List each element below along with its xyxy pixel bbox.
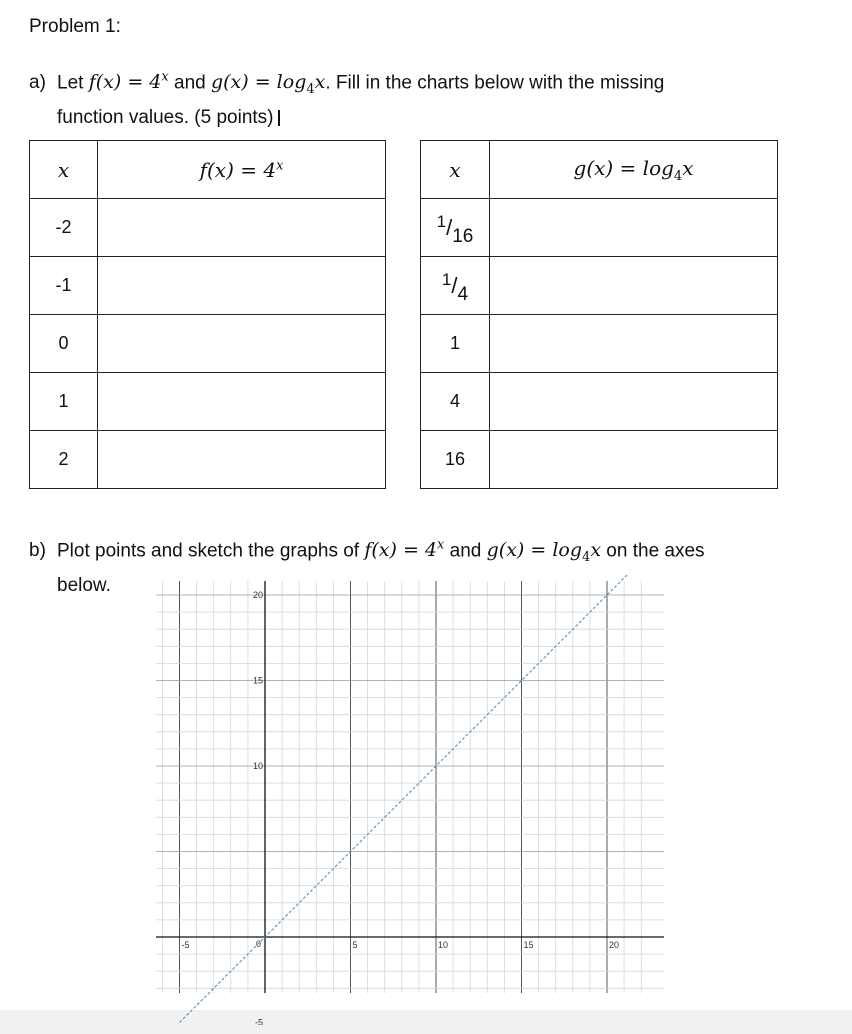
problem-title: Problem 1: <box>29 16 121 37</box>
coordinate-grid[interactable] <box>150 575 670 1025</box>
x-value: 2 <box>30 431 98 489</box>
table-row <box>30 431 386 489</box>
y-tick-label: -5 <box>254 1017 263 1025</box>
answer-cell[interactable] <box>98 315 386 373</box>
x-tick-label: -5 <box>181 940 190 950</box>
answer-cell[interactable] <box>98 431 386 489</box>
part-b-line2: below. <box>57 575 111 597</box>
y-tick-label: 15 <box>252 675 263 686</box>
part-a-label: a) <box>29 72 46 94</box>
x-value: 16 <box>421 431 490 489</box>
table-row <box>421 315 778 373</box>
answer-cell[interactable] <box>490 199 778 257</box>
series-line <box>180 575 633 1023</box>
header-f: $f(x) = 4^x$ <box>98 141 386 199</box>
x-tick-label: 15 <box>523 940 534 950</box>
table-row <box>421 373 778 431</box>
x-value: 4 <box>421 373 490 431</box>
header-x: x <box>30 141 98 199</box>
f-definition: $f(x) = 4^x$ <box>88 70 169 94</box>
answer-cell[interactable] <box>98 199 386 257</box>
text-cursor <box>278 110 280 126</box>
x-tick-label: 10 <box>438 940 449 950</box>
table-row <box>421 431 778 489</box>
part-b-label: b) <box>29 540 46 562</box>
table-g-header <box>421 141 778 199</box>
part-b-text: b) Plot points and sketch the graphs of $f(x) = 4^x$ and $g(x) = \log_4x$ on the axes below. <box>29 532 705 600</box>
header-x: x <box>421 141 490 199</box>
g-definition: $g(x) = \log_4x$ <box>210 71 326 98</box>
header-g: $g(x) = \log_4x$ <box>490 141 778 199</box>
answer-cell[interactable] <box>98 373 386 431</box>
x-value: 1/16 <box>421 199 490 257</box>
table-g <box>420 140 778 489</box>
table-row <box>30 199 386 257</box>
x-value: 1/4 <box>421 257 490 315</box>
table-row <box>30 257 386 315</box>
y-tick-label: 20 <box>252 590 263 600</box>
answer-cell[interactable] <box>490 373 778 431</box>
answer-cell[interactable] <box>490 431 778 489</box>
x-value: 0 <box>30 315 98 373</box>
table-row <box>421 199 778 257</box>
origin-label: 0 <box>256 939 262 949</box>
x-value: 1 <box>421 315 490 373</box>
table-row <box>30 373 386 431</box>
x-value: -1 <box>30 257 98 315</box>
y-tick-label: 10 <box>252 761 263 771</box>
answer-cell[interactable] <box>98 257 386 315</box>
answer-cell[interactable] <box>490 315 778 373</box>
part-a-text: a) Let $f(x) = 4^x$ and $g(x) = \log_4x$. Fill in the charts below with the missing function values. (5 points) <box>29 70 665 129</box>
x-tick-label: 20 <box>609 940 620 950</box>
part-a-line2: function values. (5 points) <box>57 107 274 129</box>
table-row <box>30 315 386 373</box>
table-row <box>421 257 778 315</box>
x-tick-label: 5 <box>352 940 358 950</box>
x-value: -2 <box>30 199 98 257</box>
table-f <box>29 140 386 489</box>
x-value: 1 <box>30 373 98 431</box>
answer-cell[interactable] <box>490 257 778 315</box>
table-f-header <box>30 141 386 199</box>
